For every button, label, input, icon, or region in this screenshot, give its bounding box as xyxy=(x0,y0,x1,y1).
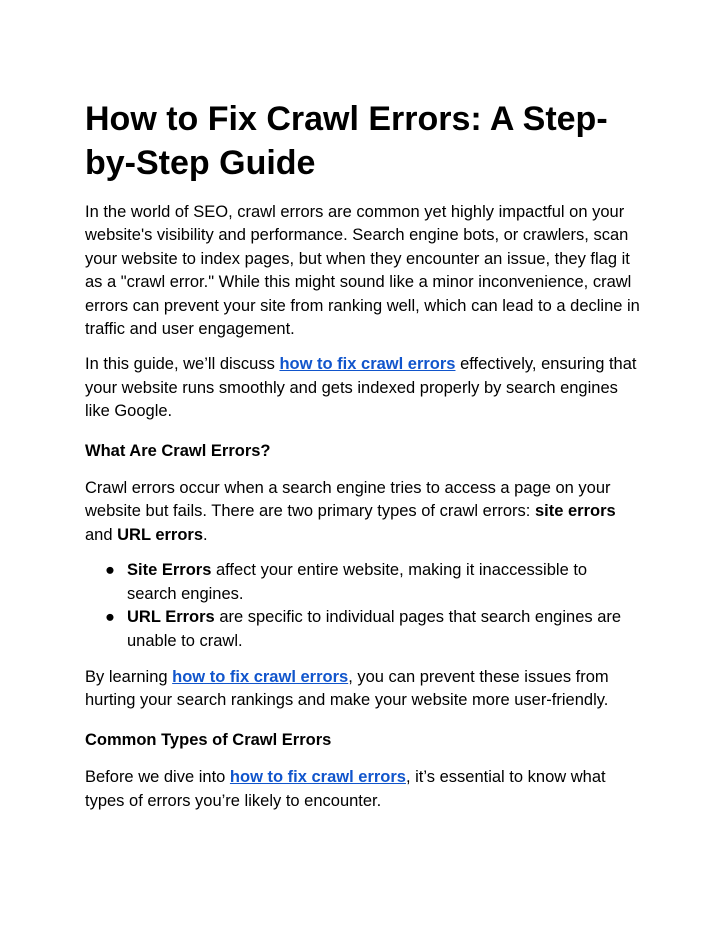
definition-text-mid: and xyxy=(85,525,118,544)
common-types-paragraph xyxy=(85,766,640,813)
common-text-after: , it’s essential to know what types of errors you’re likely to encounter. xyxy=(85,768,606,810)
fix-crawl-errors-link[interactable]: how to fix crawl errors xyxy=(279,355,456,374)
learning-text-after: , you can prevent these issues from hurting your search rankings and make your website more user-friendly. xyxy=(85,667,609,710)
bullet-icon: ● xyxy=(105,608,115,627)
list-item-url-errors xyxy=(105,606,640,653)
url-errors-term: URL errors xyxy=(117,525,204,544)
common-text-before: Before we dive into xyxy=(85,768,230,787)
definition-text-after: . xyxy=(203,525,208,544)
list-item-site-errors xyxy=(105,559,640,606)
guide-text-after: effectively, ensuring that your website runs smoothly and gets indexed properly by search engines like Google. xyxy=(85,355,637,421)
intro-paragraph: In the world of SEO, crawl errors are common yet highly impactful on your website's visibility and performance. Search engine bots, or crawlers, scan your website to index pages, but when they encounter an issue, they flag it as a "crawl error." While this might sound like a minor inconvenience, crawl errors can prevent your site from ranking well, which can lead to a decline in traffic and user engagement. xyxy=(85,203,640,339)
definition-text-before: Crawl errors occur when a search engine tries to access a page on your website but fails. There are two primary types of crawl errors: xyxy=(85,479,611,521)
learning-text-before: By learning xyxy=(85,667,173,686)
guide-text-before: In this guide, we’ll discuss xyxy=(85,355,280,374)
list-item-bold: URL Errors xyxy=(127,608,215,627)
fix-crawl-errors-link[interactable]: how to fix crawl errors xyxy=(172,667,349,686)
guide-paragraph xyxy=(85,353,640,423)
error-types-list xyxy=(85,559,640,653)
list-item-bold: Site Errors xyxy=(127,561,212,580)
section-heading-common-types: Common Types of Crawl Errors xyxy=(85,730,332,749)
list-item-text: affect your entire website, making it inaccessible to search engines. xyxy=(127,561,588,603)
document-page xyxy=(85,97,640,825)
page-title: How to Fix Crawl Errors: A Step-by-Step Guide xyxy=(85,100,608,182)
site-errors-term: site errors xyxy=(534,502,616,521)
list-item-text: are specific to individual pages that search engines are unable to crawl. xyxy=(127,608,622,650)
bullet-icon: ● xyxy=(105,561,115,580)
crawl-errors-definition-paragraph xyxy=(85,477,640,547)
fix-crawl-errors-link[interactable]: how to fix crawl errors xyxy=(229,768,406,787)
section-heading-what-are-crawl-errors: What Are Crawl Errors? xyxy=(85,441,271,460)
learning-paragraph xyxy=(85,666,640,713)
